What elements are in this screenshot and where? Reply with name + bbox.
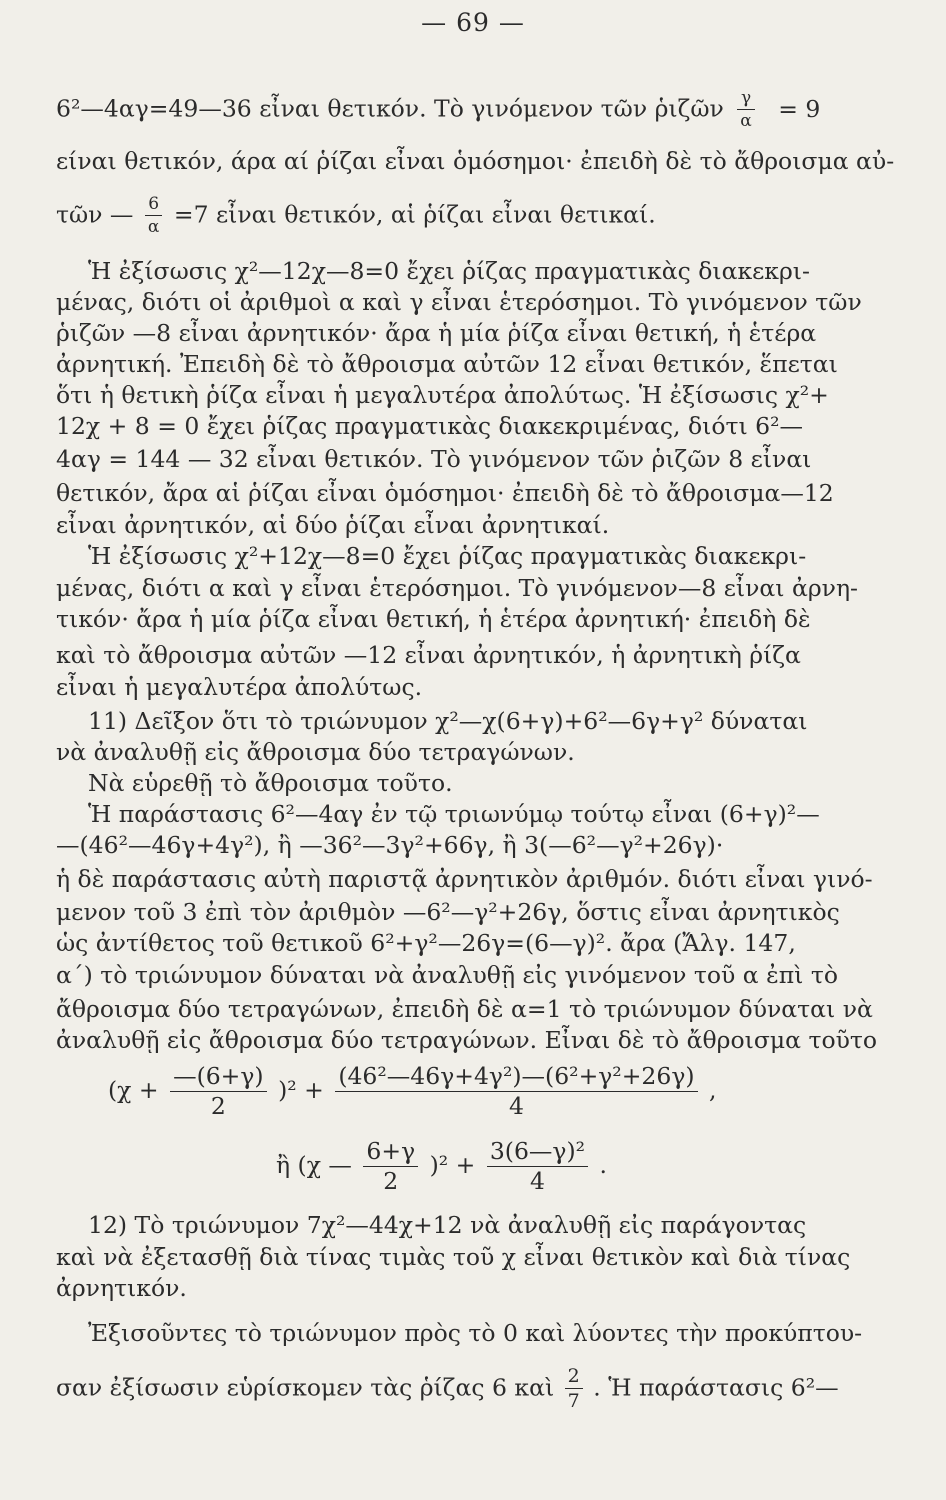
equation-close: )² + xyxy=(278,1076,324,1104)
fraction-numerator: (46²—46γ+4γ²)—(6²+γ²+26γ) xyxy=(335,1065,697,1092)
fraction-denominator: 2 xyxy=(210,1091,226,1120)
fraction-numerator: 3(6—γ)² xyxy=(487,1140,588,1167)
fraction-denominator: α xyxy=(147,217,160,237)
text-line: Ἡ ἐξίσωσις χ²+12χ—8=0 ἔχει ῥίζας πραγματικὰς διακεκρι- xyxy=(88,542,807,570)
text-line: ἡ δὲ παράστασις αὐτὴ παριστᾷ ἀρνητικὸν ἀριθμόν. διότι εἶναι γινό- xyxy=(56,865,873,893)
text-line: μένας, διότι οἱ ἀριθμοὶ α καὶ γ εἶναι ἑτερόσημοι. Τὸ γινόμενον τῶν xyxy=(56,288,862,316)
text-line xyxy=(56,1367,946,1411)
equation-tail: . xyxy=(599,1151,608,1179)
fraction-denominator: α xyxy=(740,111,752,131)
line-text: =7 εἶναι θετικόν, αἱ ῥίζαι εἶναι θετικαί. xyxy=(173,200,656,229)
text-line: εἶναι ἡ μεγαλυτέρα ἀπολύτως. xyxy=(56,673,423,701)
fraction-denominator: 4 xyxy=(529,1166,545,1195)
text-line: τικόν· ἄρα ἡ μία ῥίζα εἶναι θετική, ἡ ἑτέρα ἀρνητική· ἐπειδὴ δὲ xyxy=(56,605,811,633)
fraction-numerator: —(6+γ) xyxy=(170,1065,267,1092)
fraction xyxy=(145,196,162,236)
line-text: σαν ἐξίσωσιν εὑρίσκομεν τὰς ῥίζας 6 καὶ xyxy=(56,1373,555,1402)
equation-close: )² + xyxy=(429,1151,476,1179)
text-line: 4αγ = 144 — 32 εἶναι θετικόν. Τὸ γινόμενον τῶν ῥιζῶν 8 εἶναι xyxy=(56,445,812,473)
text-line: Νὰ εὑρεθῇ τὸ ἄθροισμα τοῦτο. xyxy=(88,769,453,797)
line-text: 6²—4αγ=49—36 εἶναι θετικόν. Τὸ γινόμενον τῶν ῥιζῶν xyxy=(56,94,724,123)
text-line: καὶ τὸ ἄθροισμα αὐτῶν —12 εἶναι ἀρνητικόν, ἡ ἀρνητικὴ ῥίζα xyxy=(56,641,801,669)
text-line: ἄθροισμα δύο τετραγώνων, ἐπειδὴ δὲ α=1 τὸ τριώνυμον δύναται νὰ xyxy=(56,995,873,1023)
fraction-numerator: γ xyxy=(737,90,754,110)
equation-open: (χ + xyxy=(108,1076,159,1104)
line-text: . Ἡ παράστασις 6²— xyxy=(593,1373,839,1402)
display-equation-1 xyxy=(108,1062,717,1120)
fraction xyxy=(335,1062,697,1120)
text-line: ὅτι ἡ θετικὴ ῥίζα εἶναι ἡ μεγαλυτέρα ἀπολύτως. Ἡ ἐξίσωσις χ²+ xyxy=(56,381,829,409)
text-line: καὶ νὰ ἐξετασθῇ διὰ τίνας τιμὰς τοῦ χ εἶναι θετικὸν καὶ διὰ τίνας xyxy=(56,1243,851,1271)
fraction-numerator: 2 xyxy=(565,1367,583,1389)
text-line: 11) Δεῖξον ὅτι τὸ τριώνυμον χ²—χ(6+γ)+6²—6γ+γ² δύναται xyxy=(88,707,808,735)
text-line: ἀρνητική. Ἐπειδὴ δὲ τὸ ἄθροισμα αὐτῶν 12 εἶναι θετικόν, ἕπεται xyxy=(56,350,838,378)
fraction-denominator: 2 xyxy=(383,1166,399,1195)
fraction xyxy=(487,1137,588,1195)
text-line: μενον τοῦ 3 ἐπὶ τὸν ἀριθμὸν —6²—γ²+26γ, ὅστις εἶναι ἀρνητικὸς xyxy=(56,898,840,926)
display-equation-2 xyxy=(276,1137,608,1195)
text-line: Ἐξισοῦντες τὸ τριώνυμον πρὸς τὸ 0 καὶ λύοντες τὴν προκύπτου- xyxy=(88,1319,863,1347)
text-line: Ἡ παράστασις 6²—4αγ ἐν τῷ τριωνύμῳ τούτῳ εἶναι (6+γ)²— xyxy=(88,800,820,828)
fraction xyxy=(170,1062,267,1120)
text-line xyxy=(56,90,946,130)
text-line: ὡς ἀντίθετος τοῦ θετικοῦ 6²+γ²—26γ=(6—γ)². ἄρα (Ἄλγ. 147, xyxy=(56,929,796,957)
text-line: θετικόν, ἄρα αἱ ῥίζαι εἶναι ὁμόσημοι· ἐπειδὴ δὲ τὸ ἄθροισμα—12 xyxy=(56,479,834,507)
fraction-denominator: 7 xyxy=(567,1390,580,1412)
text-line: ἀναλυθῇ εἰς ἄθροισμα δύο τετραγώνων. Εἶναι δὲ τὸ ἄθροισμα τοῦτο xyxy=(56,1026,878,1054)
equation-open: ἢ (χ — xyxy=(276,1151,352,1179)
text-line: ἀρνητικόν. xyxy=(56,1274,187,1302)
fraction xyxy=(363,1137,418,1195)
text-line: μένας, διότι α καὶ γ εἶναι ἑτερόσημοι. Τὸ γινόμενον—8 εἶναι ἀρνη- xyxy=(56,574,858,602)
page-number: — 69 — xyxy=(421,8,525,37)
text-line: ῥιζῶν —8 εἶναι ἀρνητικόν· ἄρα ἡ μία ῥίζα εἶναι θετική, ἡ ἑτέρα xyxy=(56,319,817,347)
fraction xyxy=(565,1367,583,1411)
text-line: α΄) τὸ τριώνυμον δύναται νὰ ἀναλυθῇ εἰς γινόμενον τοῦ α ἐπὶ τὸ xyxy=(56,961,838,989)
equation-tail: , xyxy=(709,1076,717,1104)
fraction-numerator: 6+γ xyxy=(363,1140,418,1167)
fraction-numerator: 6 xyxy=(145,196,162,216)
line-text: τῶν — xyxy=(56,200,134,229)
text-line: —(46²—46γ+4γ²), ἢ —36²—3γ²+66γ, ἢ 3(—6²—γ²+26γ)· xyxy=(56,831,724,859)
text-line: 12) Τὸ τριώνυμον 7χ²—44χ+12 νὰ ἀναλυθῇ εἰς παράγοντας xyxy=(88,1211,807,1239)
text-line: Ἡ ἐξίσωσις χ²—12χ—8=0 ἔχει ῥίζας πραγματικὰς διακεκρι- xyxy=(88,257,810,285)
text-line xyxy=(56,196,946,236)
line-text: = 9 xyxy=(778,94,821,123)
text-line: εἶναι ἀρνητικόν, αἱ δύο ῥίζαι εἶναι ἀρνητικαί. xyxy=(56,511,610,539)
text-line: νὰ ἀναλυθῇ εἰς ἄθροισμα δύο τετραγώνων. xyxy=(56,738,575,766)
text-line: 12χ + 8 = 0 ἔχει ῥίζας πραγματικὰς διακεκριμένας, διότι 6²— xyxy=(56,412,804,440)
fraction-denominator: 4 xyxy=(508,1091,524,1120)
fraction xyxy=(737,90,754,130)
text-line: είναι θετικόν, άρα αί ῥίζαι εἶναι ὁμόσημοι· ἐπειδὴ δὲ τὸ ἄθροισμα αὐ- xyxy=(56,147,895,175)
